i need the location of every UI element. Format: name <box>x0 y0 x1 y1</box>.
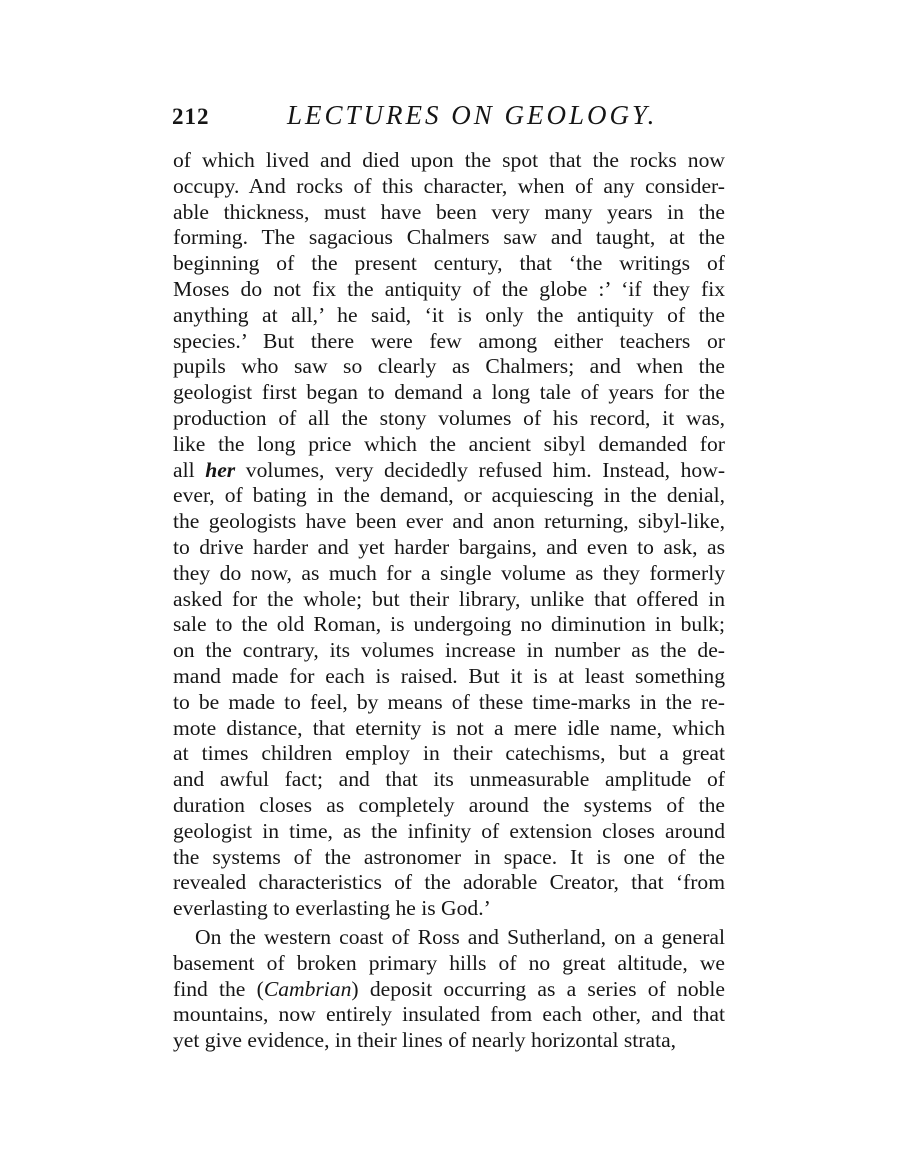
paragraph <box>173 148 725 922</box>
text-line: production of all the stony volumes of his record, it was, <box>173 405 725 430</box>
text-line: on the contrary, its volumes increase in number as the de- <box>173 638 725 663</box>
text-line: they do now, as much for a single volume as they formerly <box>173 560 725 585</box>
text-line <box>173 458 725 484</box>
text-line: yet give evidence, in their lines of nearly horizontal strata, <box>173 1028 677 1053</box>
text-line: duration closes as completely around the systems of the <box>173 792 725 817</box>
paragraph <box>173 925 725 1054</box>
text-line: basement of broken primary hills of no great altitude, we <box>173 950 725 975</box>
text-line: to be made to feel, by means of these time-marks in the re- <box>173 689 725 714</box>
italic-term: Cambrian <box>263 976 352 1001</box>
running-title: LECTURES ON GEOLOGY. <box>287 100 658 130</box>
running-header <box>172 100 732 140</box>
text-line: sale to the old Roman, is undergoing no diminution in bulk; <box>173 612 725 637</box>
text-line: beginning of the present century, that ‘the writings of <box>173 251 725 276</box>
text-line: at times children employ in their catechisms, but a great <box>173 741 725 766</box>
text-line: of which lived and died upon the spot that the rocks now <box>173 148 725 172</box>
text-line: and awful fact; and that its unmeasurable amplitude of <box>173 767 725 792</box>
text-line: revealed characteristics of the adorable Creator, that ‘from <box>173 870 725 895</box>
text-run: all <box>173 457 206 482</box>
text-line: geologist in time, as the infinity of extension closes around <box>173 818 725 843</box>
text-line: to drive harder and yet harder bargains, and even to ask, as <box>173 534 725 559</box>
text-line: mand made for each is raised. But it is at least something <box>173 663 725 688</box>
text-line: everlasting to everlasting he is God.’ <box>173 896 491 921</box>
text-line: like the long price which the ancient sibyl demanded for <box>173 431 725 456</box>
text-line: mountains, now entirely insulated from each other, and that <box>173 1002 725 1027</box>
text-line: the geologists have been ever and anon returning, sibyl-like, <box>173 509 725 534</box>
text-line: On the western coast of Ross and Sutherland, on a general <box>195 924 725 949</box>
text-run: find the ( <box>173 976 264 1001</box>
text-line: asked for the whole; but their library, unlike that offered in <box>173 586 725 611</box>
text-line: ever, of bating in the demand, or acquiescing in the denial, <box>173 483 725 508</box>
text-line: forming. The sagacious Chalmers saw and taught, at the <box>173 225 725 250</box>
body-text <box>173 148 725 1054</box>
text-line: occupy. And rocks of this character, when of any consider- <box>173 173 725 198</box>
text-line: anything at all,’ he said, ‘it is only the antiquity of the <box>173 302 725 327</box>
text-run: volumes, very decidedly refused him. Instead, how- <box>235 457 726 482</box>
page-number: 212 <box>172 104 210 129</box>
text-line: mote distance, that eternity is not a mere idle name, which <box>173 715 725 740</box>
text-line: able thickness, must have been very many years in the <box>173 199 725 224</box>
text-line: species.’ But there were few among either teachers or <box>173 328 725 353</box>
text-line: the systems of the astronomer in space. It is one of the <box>173 844 725 869</box>
text-line <box>173 977 725 1003</box>
text-line: geologist first began to demand a long tale of years for the <box>173 380 725 405</box>
text-line: Moses do not fix the antiquity of the globe :’ ‘if they fix <box>173 276 725 301</box>
emphasized-word: her <box>205 457 236 482</box>
text-line: pupils who saw so clearly as Chalmers; and when the <box>173 354 725 379</box>
text-run: ) deposit occurring as a series of noble <box>351 976 725 1001</box>
